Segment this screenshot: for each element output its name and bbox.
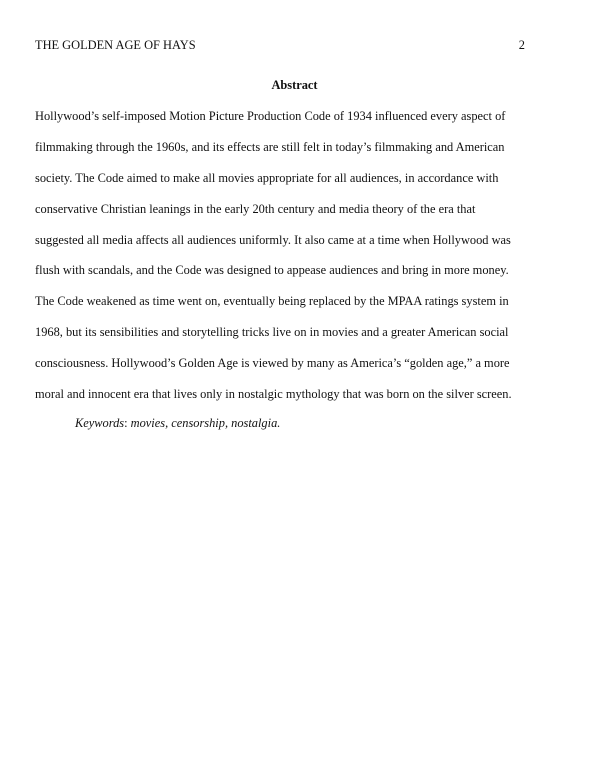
abstract-line: moral and innocent era that lives only in nostalgic mythology that was born on the silver screen. (35, 387, 512, 402)
running-head-title: THE GOLDEN AGE OF HAYS (35, 38, 196, 52)
abstract-line: filmmaking through the 1960s, and its effects are still felt in today’s filmmaking and American (35, 139, 505, 154)
keywords-line (75, 415, 280, 431)
abstract-line: Hollywood’s self-imposed Motion Picture Production Code of 1934 influenced every aspect of (35, 109, 506, 123)
running-head (35, 37, 525, 53)
abstract-heading: Abstract (271, 78, 318, 92)
abstract-line: conservative Christian leanings in the early 20th century and media theory of the era that (35, 201, 476, 216)
abstract-line: flush with scandals, and the Code was designed to appease audiences and bring in more money. (35, 263, 509, 278)
keywords-values: movies, censorship, nostalgia. (130, 416, 281, 430)
keywords-label: Keywords (75, 416, 125, 430)
page-number: 2 (518, 38, 525, 52)
abstract-line: The Code weakened as time went on, eventually being replaced by the MPAA ratings system in (35, 294, 509, 309)
abstract-line: society. The Code aimed to make all movies appropriate for all audiences, in accordance with (35, 170, 499, 185)
abstract-line: 1968, but its sensibilities and storytelling tricks live on in movies and a greater American social (35, 325, 509, 340)
keywords-separator: : (124, 416, 131, 430)
abstract-body (35, 101, 555, 410)
abstract-line: suggested all media affects all audiences uniformly. It also came at a time when Hollywood was (35, 232, 511, 247)
abstract-line: consciousness. Hollywood’s Golden Age is viewed by many as America’s “golden age,” a more (35, 356, 510, 371)
